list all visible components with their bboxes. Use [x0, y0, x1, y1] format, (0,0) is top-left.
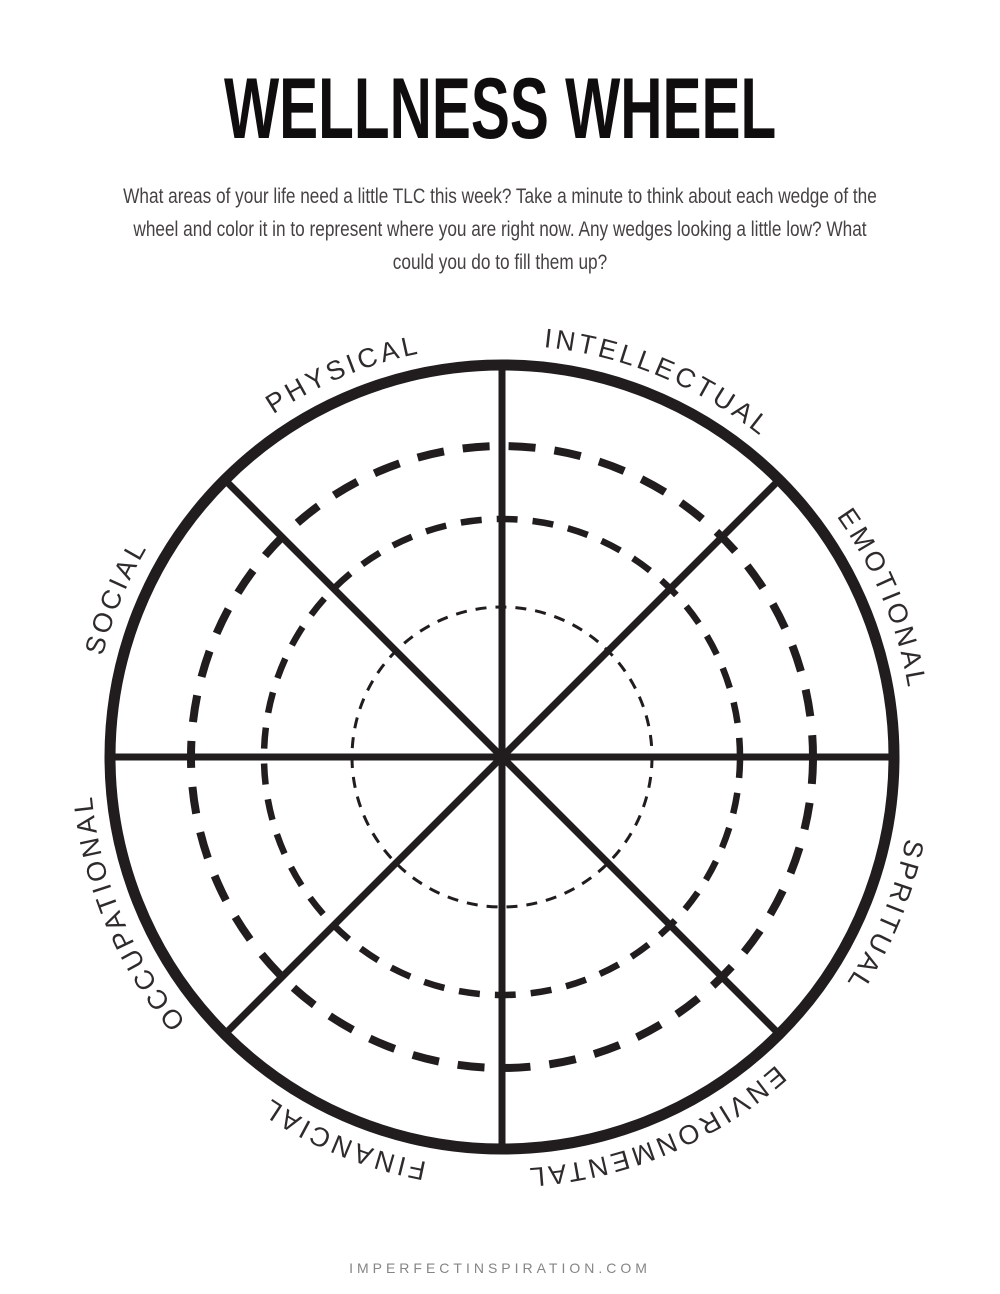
wheel-label-physical: PHYSICAL	[260, 329, 423, 420]
wheel-label-intellectual: INTELLECTUAL	[542, 323, 778, 443]
intro-line-3: could you do to fill them up?	[392, 251, 608, 274]
wheel-label-financial: FINANCIAL	[255, 1091, 429, 1186]
intro-line-2: wheel and color it in to represent where you are right now. Any wedges looking a little low? What	[133, 218, 867, 241]
wheel-label-environmental: ENVIRONMENTAL	[525, 1060, 792, 1193]
intro-line-1: What areas of your life need a little TLC this week? Take a minute to think about each wedge of the	[123, 185, 877, 208]
wheel-label-occupational: OCCUPATIONAL	[67, 792, 191, 1037]
wheel-label-emotional: EMOTIONAL	[831, 502, 933, 692]
wheel-label-social: SOCIAL	[79, 533, 154, 658]
wheel-label-spritual: SPRITUAL	[840, 836, 930, 999]
page-title-text: WELLNESS WHEEL	[223, 61, 777, 157]
footer-url: IMPERFECTINSPIRATION.COM	[349, 1260, 651, 1276]
